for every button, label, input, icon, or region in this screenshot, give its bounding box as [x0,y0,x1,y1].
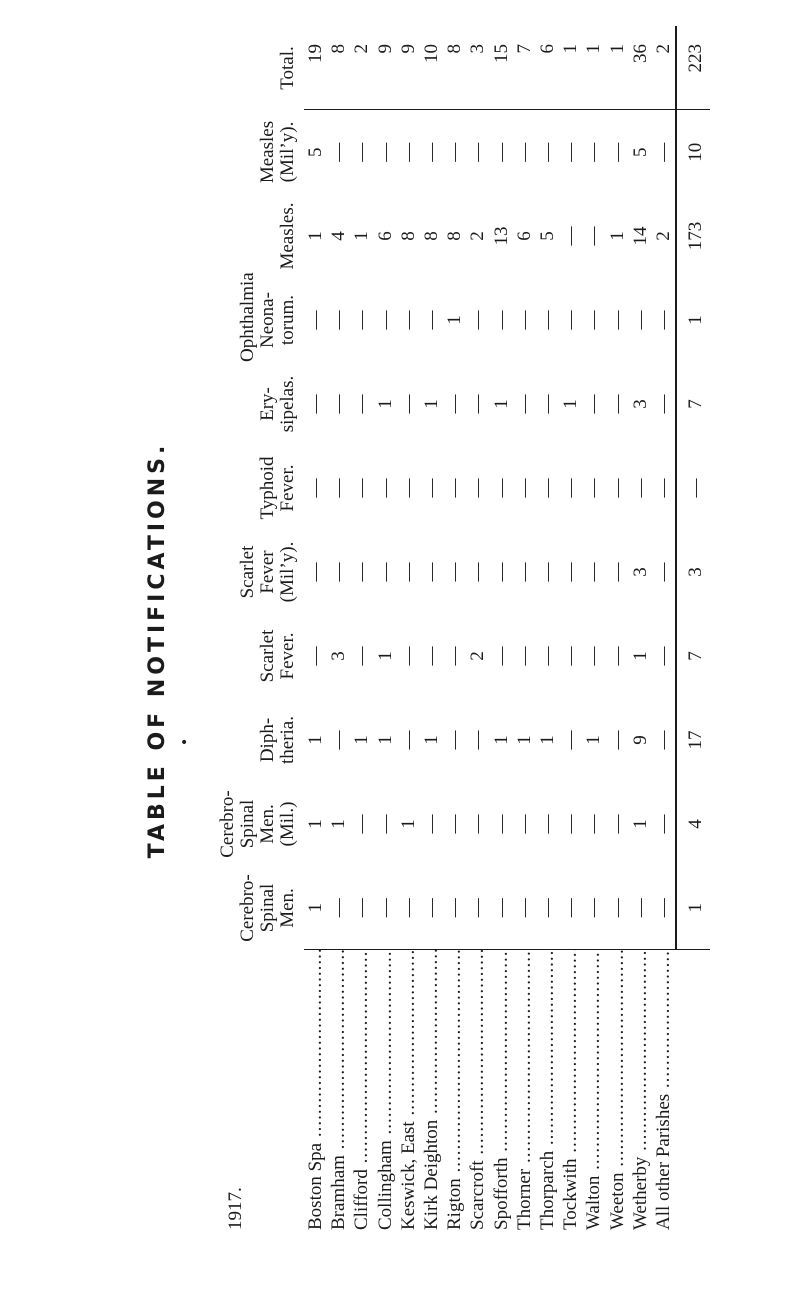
table-row [350,26,373,1240]
table-cell: — [606,814,628,834]
table-cell: 1 [559,26,582,110]
table-cell: — [421,814,443,834]
table-cell: — [374,478,396,498]
table-cell: — [560,646,582,666]
table-cell: 8 [397,231,419,241]
table-cell: — [513,142,535,162]
table-cell: — [490,646,512,666]
table-cell: 2 [467,231,489,241]
parish-label: Spofforth [490,1157,512,1230]
table-cell: 2 [652,231,674,241]
table-cell: — [397,646,419,666]
table-cell: — [652,814,674,834]
leader-dots [583,950,604,1176]
table-cell: — [560,730,582,750]
parish-name [605,950,628,1240]
total-cell: 4 [676,782,710,866]
table-row [327,26,350,1240]
table-cell: — [490,310,512,330]
table-cell: — [397,310,419,330]
table-row [443,26,466,1240]
table-row [559,26,582,1240]
table-cell: 8 [327,26,350,110]
table-cell: — [351,814,373,834]
table-cell: 1 [374,399,396,409]
table-cell: — [652,310,674,330]
table-cell: — [444,142,466,162]
table-cell: — [583,646,605,666]
table-cell: — [397,142,419,162]
table-cell: 1 [444,315,466,325]
total-cell: 7 [676,362,710,446]
table-cell: — [328,142,350,162]
table-cell: — [467,562,489,582]
table-cell: — [328,394,350,414]
table-row [652,26,676,1240]
table-cell: 5 [305,147,327,157]
parish-label: Walton [583,1175,605,1230]
table-cell: — [351,478,373,498]
table-cell: — [560,226,582,246]
table-cell: — [374,142,396,162]
table-cell: — [606,478,628,498]
table-cell: — [350,866,373,950]
parish-name [490,950,513,1240]
table-cell: — [606,142,628,162]
table-cell: — [560,478,582,498]
parish-name [374,950,397,1240]
table-row [374,26,397,1240]
total-cell: 223 [676,26,710,110]
table-cell: — [351,394,373,414]
table-cell: — [536,646,558,666]
table-cell: 8 [421,231,443,241]
table-cell: — [583,394,605,414]
table-cell: — [560,814,582,834]
table-cell: — [560,142,582,162]
table-cell: — [467,730,489,750]
table-cell: — [583,814,605,834]
table-cell: — [652,478,674,498]
table-cell: — [536,142,558,162]
table-cell: — [397,866,420,950]
column-header: Total. [277,46,298,90]
parish-label: Bramham [328,1155,350,1230]
table-cell: 1 [582,26,605,110]
table-cell: — [652,142,674,162]
table-cell: — [490,814,512,834]
table-cell: — [467,478,489,498]
table-cell: 1 [374,651,396,661]
leader-dots [328,950,349,1155]
table-cell: — [374,814,396,834]
parish-name [652,950,676,1240]
table-cell: 1 [629,651,651,661]
table-cell: — [513,310,535,330]
column-header: Ophthalmia Neona- torum. [237,272,298,362]
table-cell: — [536,562,558,582]
table-cell: — [305,310,327,330]
leader-dots [653,950,674,1094]
table-cell: — [513,866,536,950]
table-cell: — [652,562,674,582]
table-cell: 9 [374,26,397,110]
table-cell: — [444,478,466,498]
table-cell: — [606,562,628,582]
table-cell: 19 [304,26,327,110]
table-cell: — [397,562,419,582]
table-cell: — [466,866,489,950]
table-cell: — [606,646,628,666]
table-cell: — [467,394,489,414]
totals-label-cell [676,950,710,1240]
leader-dots [305,950,326,1143]
table-body [304,26,710,1240]
table-cell: — [513,478,535,498]
parish-label: Thorner [513,1168,535,1230]
table-cell: — [490,142,512,162]
table-cell: — [351,310,373,330]
table-cell: — [652,646,674,666]
table-cell: 6 [513,231,535,241]
table-cell: — [583,478,605,498]
table-cell: 1 [490,735,512,745]
table-cell: 1 [374,735,396,745]
table-cell: — [351,142,373,162]
table-cell: 3 [629,567,651,577]
table-cell: — [328,730,350,750]
parish-label: Collingham [374,1140,396,1230]
table-cell: — [560,562,582,582]
leader-dots [398,950,419,1121]
parish-name [559,950,582,1240]
table-cell: — [513,646,535,666]
table-cell: 5 [536,231,558,241]
table-cell: 10 [420,26,443,110]
table-cell: 1 [605,26,628,110]
parish-label: Thorparch [536,1150,558,1230]
table-header-row [198,26,304,1240]
page-title: TABLE OF NOTIFICATIONS. [145,441,170,859]
column-header: Scarlet Fever (Mil’y). [237,541,298,603]
parish-name [582,950,605,1240]
table-cell: — [374,310,396,330]
printer-mark: • [180,735,189,751]
leader-dots [444,950,465,1178]
parish-name [397,950,420,1240]
table-cell: 8 [443,26,466,110]
table-cell: — [444,394,466,414]
table-cell: — [467,142,489,162]
table-cell: — [328,310,350,330]
table-cell: 1 [629,819,651,829]
parish-name [629,950,652,1240]
leader-dots [514,950,535,1169]
table-cell: — [652,394,674,414]
table-cell: 1 [328,819,350,829]
table-cell: 8 [444,231,466,241]
total-cell: 173 [676,194,710,278]
table-cell: 1 [606,231,628,241]
table-cell: — [397,478,419,498]
table-row [513,26,536,1240]
total-cell: 10 [676,110,710,194]
leader-dots [351,950,372,1169]
table-cell: — [629,310,651,330]
table-cell: — [444,646,466,666]
table-cell: — [397,394,419,414]
parish-label: All other Parishes [653,1093,675,1230]
table-cell: — [490,562,512,582]
table-cell: — [536,310,558,330]
table-cell: 1 [397,819,419,829]
table-cell: — [629,478,651,498]
parish-name [350,950,373,1240]
parish-label: Tockwith [560,1158,582,1230]
total-cell: 1 [676,866,710,950]
table-row [466,26,489,1240]
table-cell: — [444,730,466,750]
table-cell: 1 [305,231,327,241]
table-cell: — [490,478,512,498]
table-cell: 1 [304,866,327,950]
table-cell: 3 [466,26,489,110]
table-cell: 3 [328,651,350,661]
table-cell: — [583,310,605,330]
table-cell: — [606,730,628,750]
table-cell: — [583,142,605,162]
table-cell: — [606,310,628,330]
table-row [629,26,652,1240]
table-cell: — [513,562,535,582]
table-cell: — [536,478,558,498]
leader-dots [537,950,558,1151]
column-header: Measles. [277,202,298,270]
table-cell: — [351,646,373,666]
notifications-table-rotated [198,44,706,1240]
total-cell: 7 [676,614,710,698]
parish-label: Clifford [351,1169,373,1230]
totals-row [676,26,710,1240]
table-cell: — [629,866,652,950]
parish-name [443,950,466,1240]
table-cell: 1 [536,735,558,745]
table-cell: — [583,226,605,246]
table-cell: 1 [351,735,373,745]
column-header: Diph- theria. [257,716,298,765]
table-cell: — [305,562,327,582]
column-header: Measles (Mil’y). [257,120,298,184]
leader-dots [630,950,651,1157]
table-cell: — [444,814,466,834]
table-cell: — [397,730,419,750]
total-cell: — [676,446,710,530]
table-cell: — [421,646,443,666]
table-cell: — [536,394,558,414]
table-cell: 2 [350,26,373,110]
table-cell: 1 [513,735,535,745]
table-cell: — [328,478,350,498]
table-row [490,26,513,1240]
table-cell: 14 [629,226,651,246]
table-cell: — [374,562,396,582]
column-header: Cerebro- Spinal Men.(Mil.) [217,790,298,858]
table-cell: 1 [305,819,327,829]
table-row [582,26,605,1240]
table-cell: 1 [560,399,582,409]
table-cell: 13 [490,226,512,246]
column-header: Typhoid Fever. [257,456,298,520]
parish-label: Wetherby [629,1156,651,1230]
column-header: Scarlet Fever. [257,629,298,683]
table-cell: 3 [629,399,651,409]
table-cell: — [559,866,582,950]
table-cell: — [374,866,397,950]
parish-name [466,950,489,1240]
parish-label: Keswick, East [397,1121,419,1230]
parish-name [536,950,559,1240]
table-cell: — [351,562,373,582]
table-cell: — [327,866,350,950]
column-header: Cerebro- Spinal Men. [237,874,298,942]
notifications-table [198,26,710,1240]
leader-dots [560,950,581,1159]
parish-name [327,950,350,1240]
table-cell: 9 [397,26,420,110]
parish-label: Weeton [606,1172,628,1230]
table-row [420,26,443,1240]
table-cell: — [513,394,535,414]
table-cell: — [305,646,327,666]
table-cell: 7 [513,26,536,110]
table-cell: 1 [490,399,512,409]
table-cell: — [605,866,628,950]
table-cell: 1 [305,735,327,745]
leader-dots [375,950,396,1140]
table-cell: — [443,866,466,950]
table-cell: 36 [629,26,652,110]
total-cell: 1 [676,278,710,362]
leader-dots [467,950,488,1160]
table-cell: 4 [328,231,350,241]
table-cell: — [490,866,513,950]
table-cell: 1 [583,735,605,745]
leader-dots [491,950,512,1158]
column-header: Ery- sipelas. [257,375,298,433]
table-cell: — [582,866,605,950]
table-cell: — [305,394,327,414]
table-cell: — [467,310,489,330]
table-cell: 2 [467,651,489,661]
table-cell: — [421,310,443,330]
table-cell: — [444,562,466,582]
table-cell: — [421,142,443,162]
parish-name [304,950,327,1240]
table-cell: 1 [421,735,443,745]
table-cell: 6 [536,26,559,110]
table-cell: — [560,310,582,330]
table-cell: — [652,866,676,950]
table-cell: — [513,814,535,834]
table-cell: — [536,866,559,950]
table-row [304,26,327,1240]
leader-dots [607,950,628,1172]
parish-label: Rigton [444,1178,466,1230]
table-cell: 5 [629,147,651,157]
parish-label: Kirk Deighton [421,1119,443,1230]
table-cell: — [606,394,628,414]
table-cell: — [536,814,558,834]
year-label: 1917. [225,1187,246,1230]
table-row [536,26,559,1240]
table-cell: 1 [421,399,443,409]
table-cell: — [583,562,605,582]
table-cell: 15 [490,26,513,110]
table-cell: — [328,562,350,582]
table-cell: — [421,562,443,582]
table-cell: — [467,814,489,834]
table-cell: — [305,478,327,498]
table-cell: — [420,866,443,950]
table-cell: — [652,730,674,750]
table-cell: 1 [351,231,373,241]
total-cell: 17 [676,698,710,782]
table-cell: 6 [374,231,396,241]
parish-name [420,950,443,1240]
table-cell: 2 [652,26,676,110]
parish-label: Boston Spa [305,1142,327,1230]
leader-dots [421,950,442,1120]
total-cell: 3 [676,530,710,614]
parish-label: Scarcroft [467,1160,489,1230]
parish-name [513,950,536,1240]
table-row [397,26,420,1240]
table-row [605,26,628,1240]
table-cell: 9 [629,735,651,745]
table-cell: — [421,478,443,498]
